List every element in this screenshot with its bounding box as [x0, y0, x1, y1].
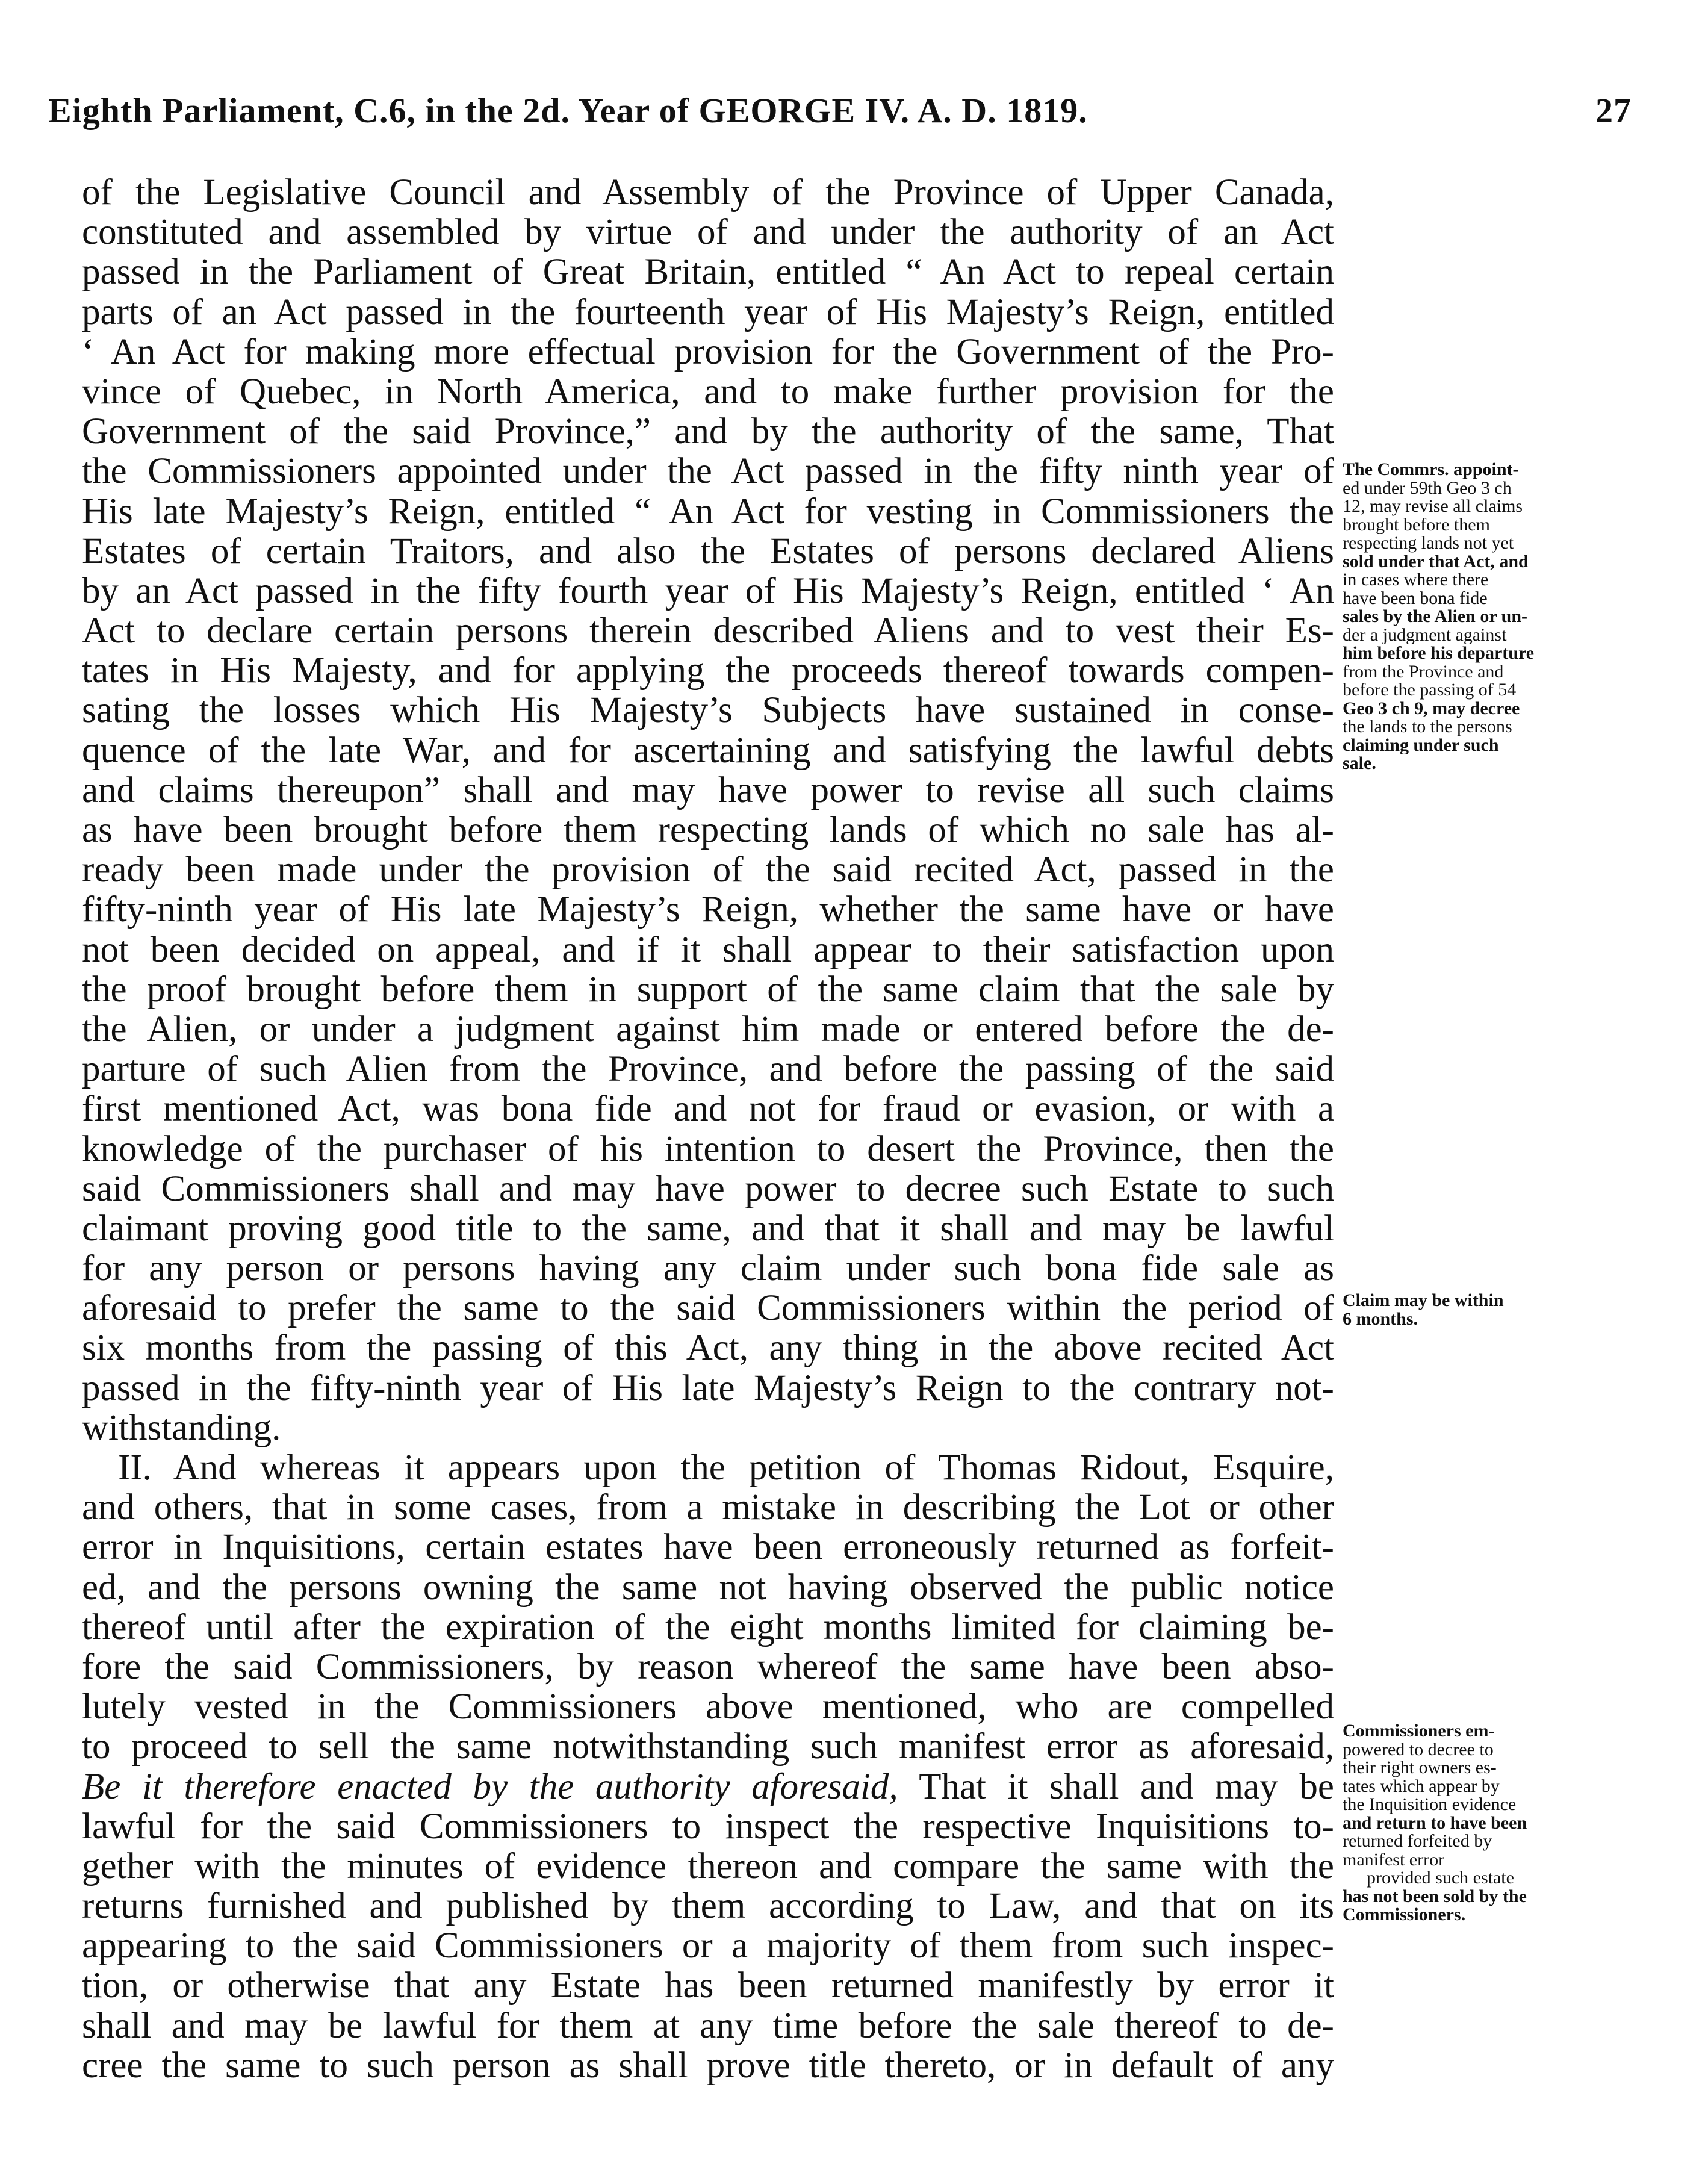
- text-line: quence of the late War, and for ascertaining and satisfying the lawful debts: [82, 730, 1334, 771]
- margin-note-line: der a judgment against: [1343, 626, 1507, 644]
- margin-note-line: Commissioners.: [1343, 1906, 1466, 1924]
- text-line: the Commissioners appointed under the Act passed in the fifty ninth year of: [82, 452, 1334, 492]
- margin-note-line: The Commrs. appoint-: [1343, 461, 1519, 479]
- margin-note-line: the lands to the persons: [1343, 718, 1512, 736]
- text-line: Act to declare certain persons therein described Aliens and to vest their Es-: [82, 611, 1334, 651]
- text-line: His late Majesty’s Reign, entitled “ An Act for vesting in Commissioners the: [82, 491, 1334, 532]
- margin-note-line: powered to decree to: [1343, 1740, 1494, 1759]
- text-line: lawful for the said Commissioners to inspect the respective Inquisitions to-: [82, 1806, 1334, 1847]
- text-line: constituted and assembled by virtue of and under the authority of an Act: [82, 213, 1334, 253]
- margin-note-line: Commissioners em-: [1343, 1722, 1495, 1741]
- text-line: appearing to the said Commissioners or a majority of them from such inspec-: [82, 1926, 1334, 1967]
- margin-note-line: sale.: [1343, 754, 1376, 773]
- text-line: Estates of certain Traitors, and also the Estates of persons declared Aliens: [82, 531, 1334, 571]
- text-line: ‘ An Act for making more effectual provision for the Government of the Pro-: [82, 332, 1334, 372]
- margin-note-line: returned forfeited by: [1343, 1832, 1492, 1851]
- margin-note-line: claiming under such: [1343, 736, 1499, 754]
- text-line: aforesaid to prefer the same to the said Commissioners within the period of: [82, 1289, 1334, 1329]
- margin-note-line: respecting lands not yet: [1343, 534, 1514, 553]
- text-line: said Commissioners shall and may have power to decree such Estate to such: [82, 1169, 1334, 1209]
- text-line: claimant proving good title to the same, and that it shall and may be lawful: [82, 1208, 1334, 1249]
- margin-note-line: manifest error: [1343, 1850, 1445, 1869]
- text-line: thereof until after the expiration of the eight months limited for claiming be-: [82, 1607, 1334, 1647]
- text-line: passed in the fifty-ninth year of His late Majesty’s Reign to the contrary not-: [82, 1368, 1334, 1408]
- text-line: ready been made under the provision of the said recited Act, passed in the: [82, 850, 1334, 891]
- margin-note-line: in cases where there: [1343, 571, 1489, 589]
- text-line: Government of the said Province,” and by the authority of the same, That: [82, 412, 1334, 452]
- text-line: parts of an Act passed in the fourteenth year of His Majesty’s Reign, entitled: [82, 292, 1334, 332]
- text-line: fifty-ninth year of His late Majesty’s Reign, whether the same have or have: [82, 890, 1334, 930]
- running-title: Eighth Parliament, C.6, in the 2d. Year of GEORGE IV. A. D. 1819.: [48, 91, 1088, 130]
- text-line: error in Inquisitions, certain estates have been erroneously returned as forfeit-: [82, 1528, 1334, 1568]
- text-line: tates in His Majesty, and for applying the proceeds thereof towards compen-: [82, 651, 1334, 691]
- text-line: for any person or persons having any claim under such bona fide sale as: [82, 1249, 1334, 1289]
- text-line: cree the same to such person as shall prove title thereto, or in default of any: [82, 2045, 1334, 2086]
- margin-note-line: ed under 59th Geo 3 ch: [1343, 479, 1512, 497]
- text-line: parture of such Alien from the Province, and before the passing of the said: [82, 1049, 1334, 1090]
- margin-note-line: tates which appear by: [1343, 1777, 1500, 1796]
- margin-note-line: Geo 3 ch 9, may decree: [1343, 699, 1520, 718]
- margin-note-line: has not been sold by the: [1343, 1887, 1527, 1906]
- margin-note-line: their right owners es-: [1343, 1759, 1497, 1777]
- text-line: tion, or otherwise that any Estate has been returned manifestly by error it: [82, 1966, 1334, 2006]
- text-line: by an Act passed in the fifty fourth year of His Majesty’s Reign, entitled ‘ An: [82, 571, 1334, 611]
- text-line: vince of Quebec, in North America, and to make further provision for the: [82, 372, 1334, 412]
- page-number: 27: [1595, 91, 1632, 130]
- margin-note-line: provided such estate: [1367, 1869, 1514, 1888]
- text-line: of the Legislative Council and Assembly of the Province of Upper Canada,: [82, 173, 1334, 213]
- text-line: lutely vested in the Commissioners above mentioned, who are compelled: [82, 1687, 1334, 1727]
- enacting-clause-line: Be it therefore enacted by the authority aforesaid, That it shall and may be: [82, 1767, 1334, 1807]
- running-header: [48, 90, 1632, 132]
- text-line: shall and may be lawful for them at any time before the sale thereof to de-: [82, 2006, 1334, 2046]
- text-line: withstanding.: [82, 1408, 281, 1448]
- text-line: not been decided on appeal, and if it shall appear to their satisfaction upon: [82, 930, 1334, 970]
- text-line: six months from the passing of this Act, any thing in the above recited Act: [82, 1328, 1334, 1369]
- text-line: sating the losses which His Majesty’s Subjects have sustained in conse-: [82, 691, 1334, 731]
- margin-note-line: have been bona fide: [1343, 589, 1488, 608]
- margin-note-line: sales by the Alien or un-: [1343, 608, 1527, 626]
- text-line: ed, and the persons owning the same not having observed the public notice: [82, 1567, 1334, 1608]
- text-line: knowledge of the purchaser of his intention to desert the Province, then the: [82, 1129, 1334, 1169]
- margin-note-line: the Inquisition evidence: [1343, 1796, 1517, 1814]
- margin-note-line: from the Province and: [1343, 662, 1504, 681]
- text-line: returns furnished and published by them according to Law, and that on its: [82, 1886, 1334, 1927]
- section-ii-start: II. And whereas it appears upon the petition of Thomas Ridout, Esquire,: [118, 1448, 1334, 1488]
- margin-note-line: 12, may revise all claims: [1343, 497, 1523, 516]
- text-line: fore the said Commissioners, by reason whereof the same have been abso-: [82, 1647, 1334, 1687]
- text-line: as have been brought before them respecting lands of which no sale has al-: [82, 810, 1334, 850]
- act-text: [82, 173, 1334, 2086]
- enacting-formula: Be it therefore enacted by the authority aforesaid,: [82, 1767, 898, 1807]
- text-line: and others, that in some cases, from a mistake in describing the Lot or other: [82, 1488, 1334, 1528]
- margin-note-claim-period: [1343, 1292, 1619, 1328]
- margin-note-line: before the passing of 54: [1343, 681, 1517, 700]
- margin-note-line: sold under that Act, and: [1343, 552, 1529, 571]
- margin-note-commissioners-empowered: [1343, 1722, 1619, 1924]
- margin-note-line: Claim may be within: [1343, 1292, 1504, 1310]
- margin-note-revise-claims: [1343, 461, 1619, 773]
- margin-note-line: brought before them: [1343, 515, 1490, 534]
- text-line: and claims thereupon” shall and may have power to revise all such claims: [82, 770, 1334, 810]
- text-line: first mentioned Act, was bona fide and not for fraud or evasion, or with a: [82, 1089, 1334, 1130]
- margin-note-line: 6 months.: [1343, 1310, 1418, 1328]
- margin-note-line: and return to have been: [1343, 1814, 1527, 1832]
- text-line: the proof brought before them in support of the same claim that the sale by: [82, 969, 1334, 1010]
- text-line: passed in the Parliament of Great Britain, entitled “ An Act to repeal certain: [82, 252, 1334, 293]
- margin-note-line: him before his departure: [1343, 644, 1535, 663]
- text-line: gether with the minutes of evidence thereon and compare the same with the: [82, 1846, 1334, 1886]
- text-line: the Alien, or under a judgment against him made or entered before the de-: [82, 1009, 1334, 1049]
- text-line: to proceed to sell the same notwithstanding such manifest error as aforesaid,: [82, 1727, 1334, 1767]
